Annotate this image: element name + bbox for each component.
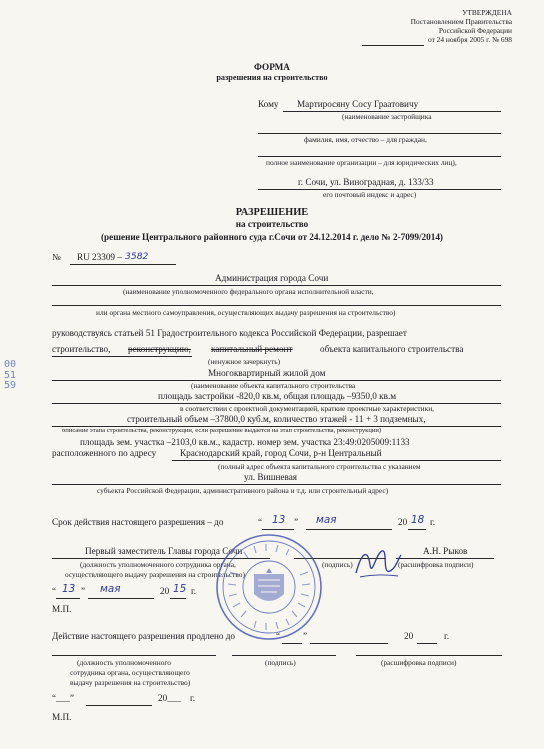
construction-word: строительство, (52, 344, 111, 354)
object-phrase: объекта капитального строительства (320, 344, 464, 354)
authority-name: Администрация города Сочи (215, 273, 329, 283)
extension-year-line (417, 643, 437, 644)
serial-number: 005159 (3, 359, 17, 391)
caption-address: его почтовый индекс и адрес) (323, 190, 417, 199)
permit-title: РАЗРЕШЕНИЕ (235, 207, 309, 218)
extension-date-month-line (86, 705, 152, 706)
approval-line3: Российской Федерации (438, 26, 512, 35)
validity-year-suffix: 18 (411, 514, 425, 526)
authority-caption-1: (наименование уполномоченного федерального органа исполнительной власти, (123, 287, 374, 296)
approval-line4: от 24 ноября 2005 г. № 698 (427, 35, 512, 44)
location-label: расположенного по адресу (52, 448, 157, 458)
approval-title: УТВЕРЖДЕНА (462, 8, 512, 17)
extension-caption-signature: (подпись) (265, 658, 296, 667)
permit-subtitle: на строительство (235, 219, 309, 229)
signatory-caption-signature: (подпись) (322, 560, 353, 569)
validity-month: мая (316, 514, 337, 526)
signatory-position: Первый заместитель Главы города Сочи (85, 546, 243, 556)
form-subtitle: разрешения на строительство (216, 73, 328, 82)
recipient-line-2 (258, 133, 501, 134)
signatory-caption-position-1: (должность уполномоченного сотрудника органа, (80, 560, 236, 569)
object-caption: (наименование объекта капитального строительства (191, 381, 356, 390)
validity-year-prefix: 20 (398, 517, 408, 527)
street-underline (52, 484, 501, 485)
validity-day-line (262, 529, 294, 530)
area-line: площадь застройки -820,0 кв.м, общая площадь –9350,0 кв.м (158, 391, 397, 401)
extension-year-prefix: 20 (404, 631, 414, 641)
issue-year-line (170, 598, 186, 599)
recipient-name: Мартиросяну Сосу Граатовичу (297, 99, 419, 109)
extension-caption-position-2: сотрудника органа, осуществляющего (70, 668, 190, 677)
extension-date-year-unit: г. (190, 693, 196, 703)
docs-caption: в соответствии с проектной документацией, краткие проектные характеристики, (180, 404, 434, 413)
validity-quote-close: ” (294, 517, 299, 527)
location-caption: (полный адрес объекта капитального строительства с указанием (218, 462, 421, 471)
extension-seal-label: М.П. (52, 712, 72, 722)
extension-date-day: “___” (52, 693, 74, 703)
issue-month-line (88, 598, 154, 599)
extension-name-line (356, 655, 502, 656)
issue-year-suffix: 15 (173, 583, 187, 595)
extension-caption-position-3: выдачу разрешения на строительство) (70, 678, 191, 687)
issue-quote-close: ” (81, 586, 86, 596)
signatory-caption-name: (расшифровка подписи) (398, 560, 474, 569)
validity-day: 13 (272, 514, 286, 526)
caption-org: полное наименование организации – для юридических лиц), (266, 158, 457, 167)
permit-number-label: № (52, 252, 61, 262)
extension-label: Действие настоящего разрешения продлено до (52, 631, 236, 641)
extension-caption-position-1: (должность уполномоченного (77, 658, 171, 667)
issue-year-prefix: 20 (160, 586, 170, 596)
extension-quote-close: ” (303, 631, 308, 641)
handwritten-signature-icon (352, 545, 404, 583)
recipient-label: Кому (258, 99, 279, 109)
stage-caption: описание этапа строительства, реконструкции, если разрешение выдается на этап строительства, реконструкции) (62, 427, 382, 434)
recipient-line-3 (258, 156, 501, 157)
signatory-name-line (396, 558, 494, 559)
court-decision: (решение Центрального районного суда г.Сочи от 24.12.2014 г. дело № 2-7099/2014) (101, 232, 443, 242)
validity-year-line (408, 529, 426, 530)
extension-month-line (310, 643, 388, 644)
validity-label: Срок действия настоящего разрешения – до (52, 517, 224, 527)
location-underline (172, 460, 501, 461)
permit-number-line (70, 264, 176, 265)
construction-underline (52, 356, 192, 357)
validity-year-unit: г. (430, 517, 436, 527)
authority-line-2 (52, 305, 501, 306)
form-title: ФОРМА (254, 62, 290, 72)
signatory-name: А.Н. Рыков (423, 546, 468, 556)
approval-underline (362, 45, 424, 46)
authority-caption-2: или органа местного самоуправления, осуществляющих выдачу разрешения на строительство) (96, 308, 396, 317)
issue-quote-open: “ (52, 586, 57, 596)
extension-quote-open: “ (276, 631, 281, 641)
extension-position-line (52, 655, 216, 656)
extension-day-line (282, 643, 302, 644)
authority-line (52, 285, 501, 286)
extension-year-unit: г. (444, 631, 450, 641)
permit-number-handwritten: 3582 (125, 251, 149, 262)
repair-word: капитальный ремонт (211, 344, 293, 354)
land-line: площадь зем. участка –2103,0 кв.м., кадастр. номер зем. участка 23:49:0205009:1133 (80, 437, 410, 447)
validity-month-line (306, 529, 392, 530)
signatory-caption-position-2: осуществляющего выдачу разрешения на строительство) (65, 570, 245, 579)
volume-line: строительный объем –37800,0 куб.м, количество этажей - 11 + 3 подземных, (127, 414, 426, 424)
extension-caption-name: (расшифровка подписи) (381, 658, 457, 667)
object-name: Многоквартирный жилой дом (208, 368, 326, 378)
municipal-seal-icon (214, 532, 324, 642)
permit-number-printed: RU 23309 – (77, 252, 122, 262)
issue-month: мая (100, 583, 121, 595)
extension-date-year: 20___ (158, 693, 181, 703)
strike-caption: (ненужное зачеркнуть) (208, 357, 281, 366)
street: ул. Вишневая (244, 472, 298, 482)
street-caption: субъекта Российской Федерации, административного района и т.д. или строительный адрес) (97, 486, 389, 495)
issue-seal-label: М.П. (52, 604, 72, 614)
issue-year-unit: г. (191, 586, 197, 596)
location-value: Краснодарский край, город Сочи, р-н Центральный (180, 448, 382, 458)
validity-quote-open: “ (258, 517, 263, 527)
issue-day: 13 (62, 583, 76, 595)
caption-person: фамилия, имя, отчество – для граждан, (304, 135, 427, 144)
reconstruction-word: реконструкцию, (128, 344, 191, 354)
recipient-address: г. Сочи, ул. Виноградная, д. 133/33 (298, 177, 434, 187)
approval-line2: Постановлением Правительства (410, 17, 512, 26)
issue-day-line (56, 598, 80, 599)
extension-signature-line (232, 655, 336, 656)
guided-line: руководствуясь статьей 51 Градостроительного кодекса Российской Федерации, разрешает (52, 328, 407, 338)
caption-developer: (наименование застройщика (342, 112, 432, 121)
